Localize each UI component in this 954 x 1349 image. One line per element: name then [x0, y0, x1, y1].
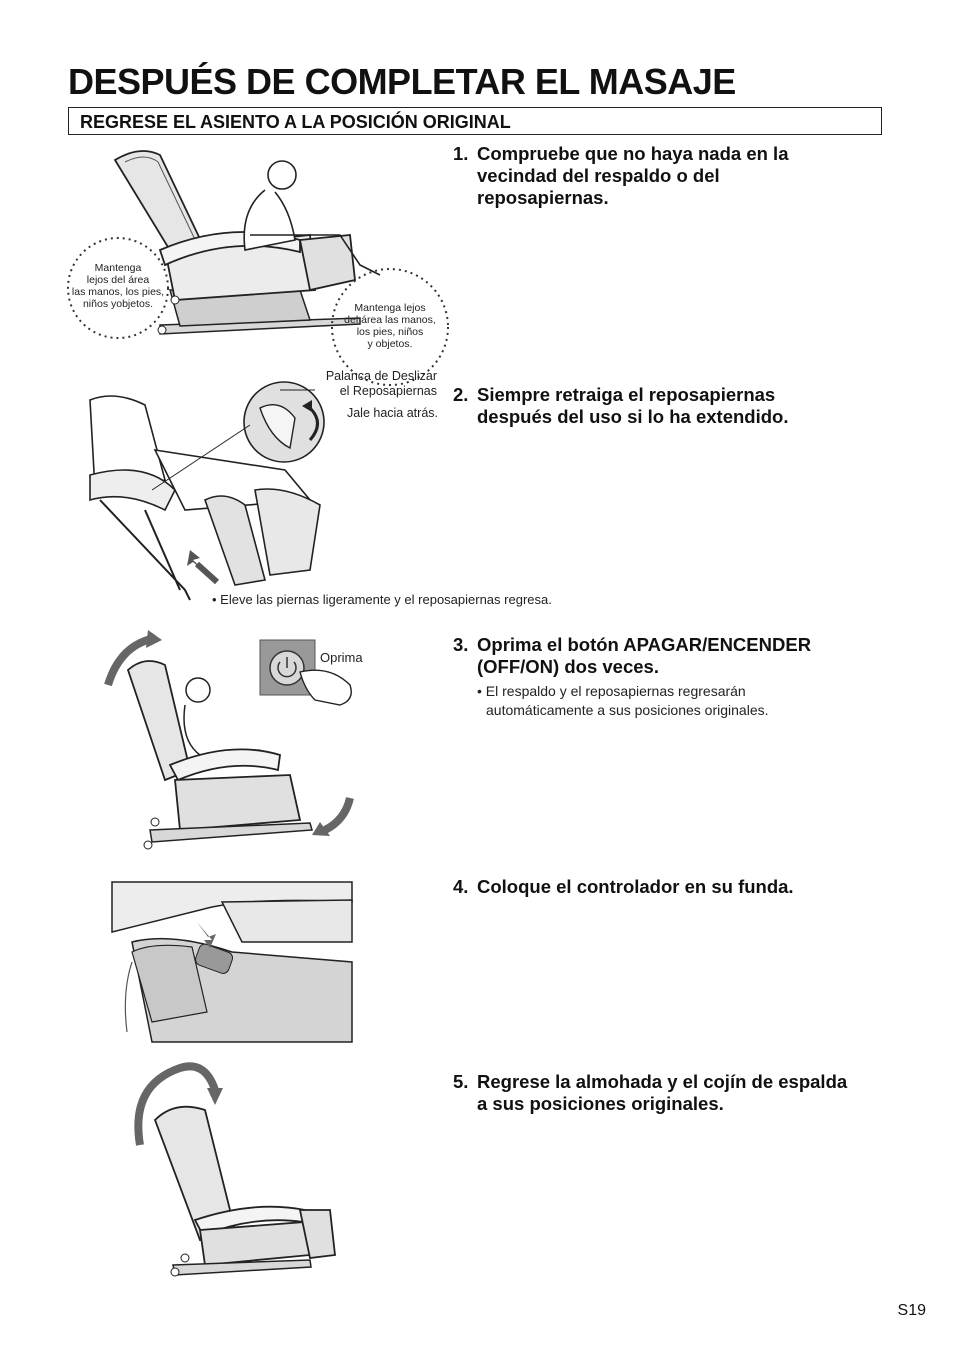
callout-right-line-3: los pies, niños: [356, 326, 424, 338]
step-2-line-2: después del uso si lo ha extendido.: [477, 406, 789, 427]
step-1-line-3: reposapiernas.: [477, 187, 609, 208]
callout-left-line-4: niños yobjetos.: [82, 298, 154, 310]
figure-2-bullet: • Eleve las piernas ligeramente y el reposapiernas regresa.: [212, 592, 552, 607]
step-1: [453, 143, 893, 213]
page-title: DESPUÉS DE COMPLETAR EL MASAJE: [68, 61, 736, 102]
figure-4-controller-illustration: [112, 882, 352, 1042]
step-1-line-1: Compruebe que no haya nada en la: [477, 143, 789, 164]
step-4-line-1: Coloque el controlador en su funda.: [477, 876, 794, 897]
press-label: Oprima: [320, 650, 363, 665]
callout-left-line-1: Mantenga: [94, 262, 142, 274]
step-3-note-line-2: automáticamente a sus posiciones originales.: [486, 702, 769, 718]
step-4-number: 4.: [453, 876, 469, 897]
callout-left-line-3: las manos, los pies,: [71, 286, 165, 298]
step-5: [453, 1071, 903, 1119]
callout-right-line-1: Mantenga lejos: [354, 302, 426, 314]
step-2: [453, 384, 893, 432]
step-5-line-2: a sus posiciones originales.: [477, 1093, 724, 1114]
step-2-number: 2.: [453, 384, 469, 405]
figure-2-leader-line: [150, 385, 320, 495]
callout-left-line-2: lejos del área: [86, 274, 150, 286]
step-5-line-1: Regrese la almohada y el cojín de espalda: [477, 1071, 848, 1092]
step-5-number: 5.: [453, 1071, 469, 1092]
page-number: S19: [897, 1302, 926, 1319]
step-3-number: 3.: [453, 634, 469, 655]
step-1-number: 1.: [453, 143, 469, 164]
callout-right-line-4: y objetos.: [367, 338, 413, 350]
step-3-line-2: (OFF/ON) dos veces.: [477, 656, 659, 677]
step-4: [453, 876, 893, 900]
step-3-line-1: Oprima el botón APAGAR/ENCENDER: [477, 634, 812, 655]
step-3-note-line-1: • El respaldo y el reposapiernas regresarán: [477, 683, 746, 699]
step-1-line-2: vecindad del respaldo o del: [477, 165, 720, 186]
lever-label-line-2: el Reposapiernas: [339, 384, 437, 398]
lever-label-line-1: Palanca de Deslizar: [325, 369, 437, 383]
step-3-note: [477, 682, 897, 720]
figure-1-callout-right: [338, 302, 442, 350]
step-2-line-1: Siempre retraiga el reposapiernas: [477, 384, 776, 405]
callout-right-line-2: del área las manos,: [344, 314, 436, 326]
figure-5-chair-illustration: [125, 1060, 340, 1280]
figure-1-callout-left: [68, 262, 168, 310]
step-3: [453, 634, 893, 682]
section-heading: REGRESE EL ASIENTO A LA POSICIÓN ORIGINAL: [80, 112, 511, 132]
lever-label: [300, 369, 437, 399]
pull-label: Jale hacia atrás.: [346, 406, 438, 420]
